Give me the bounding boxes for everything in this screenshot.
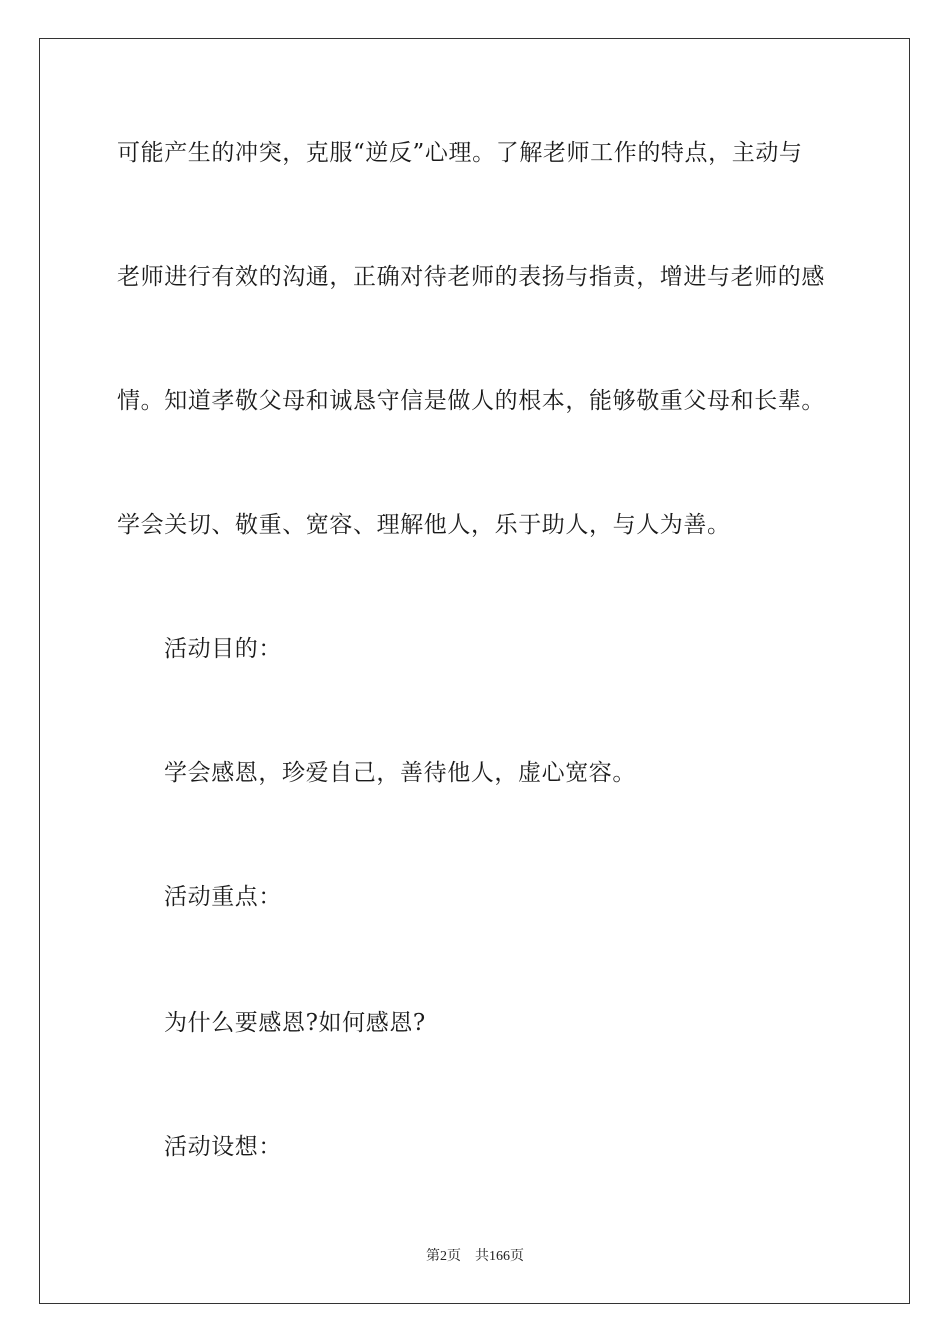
paragraph-line: 情。知道孝敬父母和诚恳守信是做人的根本，能够敬重父母和长辈。: [117, 388, 825, 414]
page-number: 第2页: [426, 1249, 461, 1264]
page-border: [39, 38, 910, 1304]
paragraph-line: 学会关切、敬重、宽容、理解他人，乐于助人，与人为善。: [117, 512, 731, 538]
section-heading-plan: 活动设想：: [164, 1134, 282, 1160]
paragraph-line: 老师进行有效的沟通，正确对待老师的表扬与指责，增进与老师的感: [117, 264, 825, 290]
page-total: 共166页: [475, 1249, 524, 1264]
section-heading-purpose: 活动目的：: [164, 636, 282, 662]
page-footer: [0, 1248, 950, 1266]
section-text-purpose: 学会感恩，珍爱自己，善待他人，虚心宽容。: [164, 760, 636, 786]
section-heading-focus: 活动重点：: [164, 884, 282, 910]
section-text-focus: 为什么要感恩?如何感恩?: [164, 1010, 426, 1036]
paragraph-line: 可能产生的冲突，克服“逆反”心理。了解老师工作的特点，主动与: [117, 140, 803, 166]
footer-spacer: [461, 1249, 475, 1264]
